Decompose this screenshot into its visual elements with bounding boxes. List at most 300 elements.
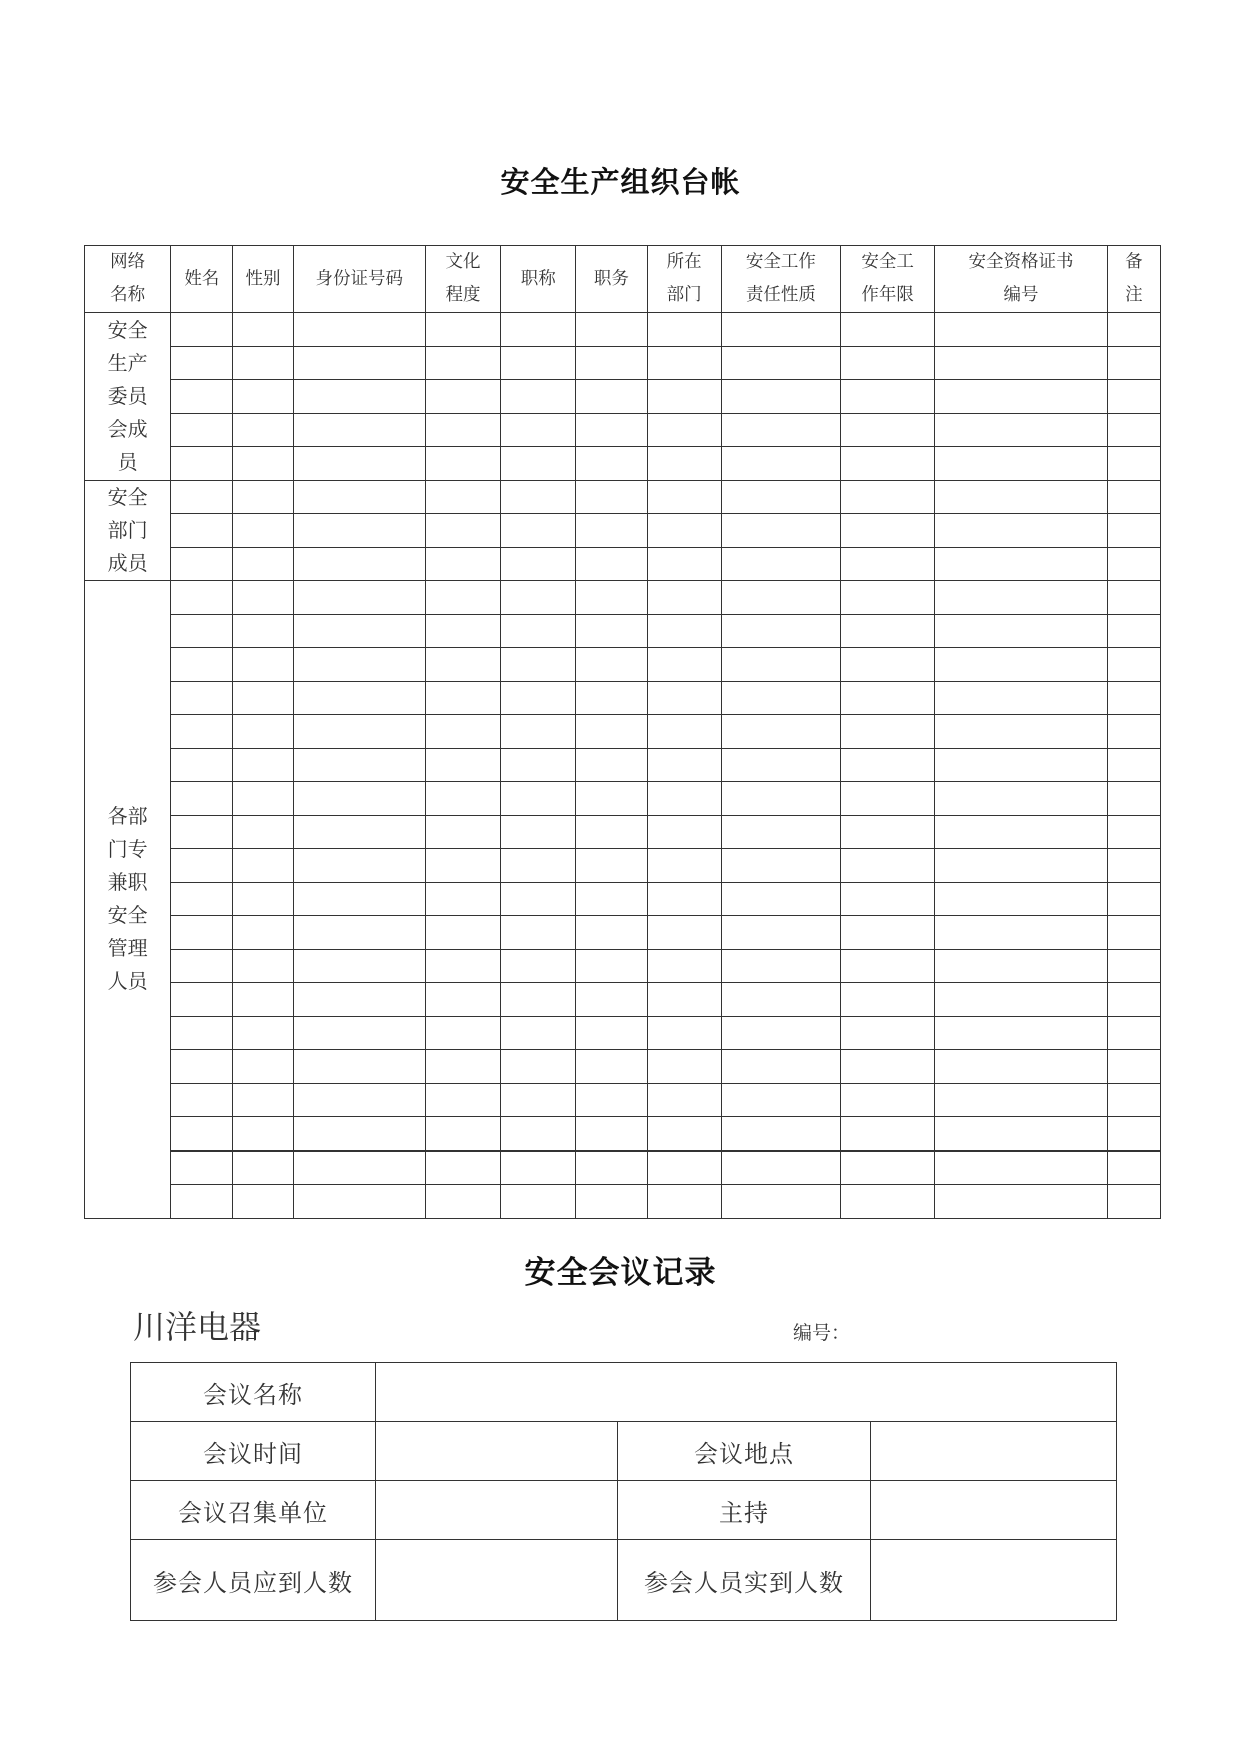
ledger-cell[interactable] bbox=[425, 547, 500, 581]
ledger-cell[interactable] bbox=[293, 514, 425, 548]
ledger-cell[interactable] bbox=[721, 614, 840, 648]
ledger-cell[interactable] bbox=[425, 1185, 500, 1219]
ledger-cell[interactable] bbox=[841, 413, 935, 447]
ledger-cell[interactable] bbox=[501, 480, 576, 514]
ledger-cell[interactable] bbox=[721, 346, 840, 380]
ledger-cell[interactable] bbox=[721, 480, 840, 514]
ledger-cell[interactable] bbox=[647, 1185, 721, 1219]
ledger-cell[interactable] bbox=[171, 514, 233, 548]
ledger-cell[interactable] bbox=[721, 748, 840, 782]
ledger-cell[interactable] bbox=[171, 547, 233, 581]
ledger-cell[interactable] bbox=[425, 1117, 500, 1151]
ledger-cell[interactable] bbox=[501, 514, 576, 548]
ledger-cell[interactable] bbox=[576, 380, 647, 414]
ledger-cell[interactable] bbox=[721, 1117, 840, 1151]
ledger-cell[interactable] bbox=[647, 715, 721, 749]
ledger-cell[interactable] bbox=[233, 916, 293, 950]
ledger-cell[interactable] bbox=[501, 1151, 576, 1185]
ledger-cell[interactable] bbox=[647, 648, 721, 682]
ledger-cell[interactable] bbox=[721, 447, 840, 481]
ledger-cell[interactable] bbox=[501, 648, 576, 682]
ledger-cell[interactable] bbox=[647, 983, 721, 1017]
ledger-cell[interactable] bbox=[1107, 514, 1160, 548]
ledger-cell[interactable] bbox=[841, 1151, 935, 1185]
ledger-cell[interactable] bbox=[647, 380, 721, 414]
ledger-cell[interactable] bbox=[1107, 447, 1160, 481]
ledger-cell[interactable] bbox=[1107, 1185, 1160, 1219]
ledger-cell[interactable] bbox=[425, 480, 500, 514]
ledger-cell[interactable] bbox=[171, 581, 233, 615]
ledger-cell[interactable] bbox=[293, 949, 425, 983]
ledger-cell[interactable] bbox=[171, 447, 233, 481]
ledger-cell[interactable] bbox=[721, 715, 840, 749]
ledger-cell[interactable] bbox=[935, 983, 1107, 1017]
ledger-cell[interactable] bbox=[841, 346, 935, 380]
ledger-cell[interactable] bbox=[576, 782, 647, 816]
ledger-cell[interactable] bbox=[233, 1016, 293, 1050]
ledger-cell[interactable] bbox=[233, 782, 293, 816]
ledger-cell[interactable] bbox=[1107, 849, 1160, 883]
ledger-cell[interactable] bbox=[841, 614, 935, 648]
ledger-cell[interactable] bbox=[293, 916, 425, 950]
ledger-cell[interactable] bbox=[501, 681, 576, 715]
ledger-cell[interactable] bbox=[841, 748, 935, 782]
ledger-cell[interactable] bbox=[935, 547, 1107, 581]
ledger-cell[interactable] bbox=[501, 547, 576, 581]
ledger-cell[interactable] bbox=[576, 413, 647, 447]
ledger-cell[interactable] bbox=[647, 313, 721, 347]
ledger-cell[interactable] bbox=[576, 1016, 647, 1050]
ledger-cell[interactable] bbox=[233, 547, 293, 581]
ledger-cell[interactable] bbox=[647, 681, 721, 715]
ledger-cell[interactable] bbox=[647, 815, 721, 849]
ledger-cell[interactable] bbox=[576, 916, 647, 950]
ledger-cell[interactable] bbox=[171, 815, 233, 849]
ledger-cell[interactable] bbox=[1107, 380, 1160, 414]
ledger-cell[interactable] bbox=[841, 882, 935, 916]
ledger-cell[interactable] bbox=[293, 882, 425, 916]
ledger-cell[interactable] bbox=[425, 949, 500, 983]
meeting-place-field[interactable] bbox=[871, 1422, 1117, 1481]
ledger-cell[interactable] bbox=[425, 748, 500, 782]
ledger-cell[interactable] bbox=[576, 882, 647, 916]
ledger-cell[interactable] bbox=[935, 1117, 1107, 1151]
ledger-cell[interactable] bbox=[576, 648, 647, 682]
ledger-cell[interactable] bbox=[647, 1050, 721, 1084]
ledger-cell[interactable] bbox=[935, 413, 1107, 447]
ledger-cell[interactable] bbox=[425, 614, 500, 648]
ledger-cell[interactable] bbox=[233, 1151, 293, 1185]
ledger-cell[interactable] bbox=[425, 447, 500, 481]
ledger-cell[interactable] bbox=[171, 648, 233, 682]
ledger-cell[interactable] bbox=[935, 380, 1107, 414]
host-field[interactable] bbox=[871, 1481, 1117, 1540]
ledger-cell[interactable] bbox=[647, 614, 721, 648]
ledger-cell[interactable] bbox=[233, 346, 293, 380]
ledger-cell[interactable] bbox=[935, 782, 1107, 816]
ledger-cell[interactable] bbox=[935, 748, 1107, 782]
ledger-cell[interactable] bbox=[576, 614, 647, 648]
ledger-cell[interactable] bbox=[647, 849, 721, 883]
ledger-cell[interactable] bbox=[501, 983, 576, 1017]
ledger-cell[interactable] bbox=[425, 380, 500, 414]
ledger-cell[interactable] bbox=[647, 916, 721, 950]
ledger-cell[interactable] bbox=[171, 1117, 233, 1151]
ledger-cell[interactable] bbox=[293, 815, 425, 849]
ledger-cell[interactable] bbox=[171, 916, 233, 950]
ledger-cell[interactable] bbox=[425, 916, 500, 950]
ledger-cell[interactable] bbox=[576, 715, 647, 749]
ledger-cell[interactable] bbox=[233, 815, 293, 849]
ledger-cell[interactable] bbox=[576, 1050, 647, 1084]
ledger-cell[interactable] bbox=[233, 1185, 293, 1219]
ledger-cell[interactable] bbox=[233, 949, 293, 983]
ledger-cell[interactable] bbox=[935, 514, 1107, 548]
ledger-cell[interactable] bbox=[233, 983, 293, 1017]
ledger-cell[interactable] bbox=[1107, 782, 1160, 816]
ledger-cell[interactable] bbox=[935, 581, 1107, 615]
ledger-cell[interactable] bbox=[425, 681, 500, 715]
ledger-cell[interactable] bbox=[935, 1083, 1107, 1117]
ledger-cell[interactable] bbox=[576, 983, 647, 1017]
ledger-cell[interactable] bbox=[721, 413, 840, 447]
ledger-cell[interactable] bbox=[293, 1016, 425, 1050]
ledger-cell[interactable] bbox=[425, 413, 500, 447]
ledger-cell[interactable] bbox=[501, 782, 576, 816]
ledger-cell[interactable] bbox=[841, 815, 935, 849]
ledger-cell[interactable] bbox=[293, 1151, 425, 1185]
ledger-cell[interactable] bbox=[647, 447, 721, 481]
ledger-cell[interactable] bbox=[501, 346, 576, 380]
ledger-cell[interactable] bbox=[841, 949, 935, 983]
ledger-cell[interactable] bbox=[233, 514, 293, 548]
ledger-cell[interactable] bbox=[576, 447, 647, 481]
ledger-cell[interactable] bbox=[293, 581, 425, 615]
ledger-cell[interactable] bbox=[576, 815, 647, 849]
ledger-cell[interactable] bbox=[171, 715, 233, 749]
ledger-cell[interactable] bbox=[171, 614, 233, 648]
ledger-cell[interactable] bbox=[501, 715, 576, 749]
ledger-cell[interactable] bbox=[1107, 648, 1160, 682]
ledger-cell[interactable] bbox=[501, 1016, 576, 1050]
ledger-cell[interactable] bbox=[293, 1083, 425, 1117]
ledger-cell[interactable] bbox=[233, 480, 293, 514]
ledger-cell[interactable] bbox=[501, 815, 576, 849]
ledger-cell[interactable] bbox=[501, 313, 576, 347]
ledger-cell[interactable] bbox=[576, 949, 647, 983]
ledger-cell[interactable] bbox=[1107, 681, 1160, 715]
ledger-cell[interactable] bbox=[721, 882, 840, 916]
ledger-cell[interactable] bbox=[501, 1117, 576, 1151]
ledger-cell[interactable] bbox=[647, 1151, 721, 1185]
ledger-cell[interactable] bbox=[425, 882, 500, 916]
ledger-cell[interactable] bbox=[425, 581, 500, 615]
ledger-cell[interactable] bbox=[721, 782, 840, 816]
ledger-cell[interactable] bbox=[841, 1016, 935, 1050]
ledger-cell[interactable] bbox=[293, 715, 425, 749]
ledger-cell[interactable] bbox=[293, 346, 425, 380]
ledger-cell[interactable] bbox=[171, 1016, 233, 1050]
ledger-cell[interactable] bbox=[647, 514, 721, 548]
ledger-cell[interactable] bbox=[1107, 949, 1160, 983]
ledger-cell[interactable] bbox=[425, 1083, 500, 1117]
ledger-cell[interactable] bbox=[721, 648, 840, 682]
ledger-cell[interactable] bbox=[935, 447, 1107, 481]
ledger-cell[interactable] bbox=[171, 748, 233, 782]
ledger-cell[interactable] bbox=[233, 715, 293, 749]
ledger-cell[interactable] bbox=[721, 1151, 840, 1185]
ledger-cell[interactable] bbox=[841, 681, 935, 715]
ledger-cell[interactable] bbox=[576, 480, 647, 514]
ledger-cell[interactable] bbox=[841, 514, 935, 548]
ledger-cell[interactable] bbox=[935, 1151, 1107, 1185]
ledger-cell[interactable] bbox=[841, 380, 935, 414]
ledger-cell[interactable] bbox=[841, 1185, 935, 1219]
ledger-cell[interactable] bbox=[576, 1151, 647, 1185]
ledger-cell[interactable] bbox=[841, 715, 935, 749]
ledger-cell[interactable] bbox=[425, 1050, 500, 1084]
ledger-cell[interactable] bbox=[1107, 413, 1160, 447]
ledger-cell[interactable] bbox=[721, 849, 840, 883]
ledger-cell[interactable] bbox=[721, 313, 840, 347]
ledger-cell[interactable] bbox=[171, 949, 233, 983]
ledger-cell[interactable] bbox=[171, 480, 233, 514]
ledger-cell[interactable] bbox=[1107, 815, 1160, 849]
ledger-cell[interactable] bbox=[647, 1083, 721, 1117]
ledger-cell[interactable] bbox=[1107, 882, 1160, 916]
ledger-cell[interactable] bbox=[935, 1050, 1107, 1084]
ledger-cell[interactable] bbox=[425, 648, 500, 682]
ledger-cell[interactable] bbox=[721, 514, 840, 548]
ledger-cell[interactable] bbox=[293, 614, 425, 648]
actual-attendance-field[interactable] bbox=[871, 1540, 1117, 1621]
ledger-cell[interactable] bbox=[171, 1050, 233, 1084]
ledger-cell[interactable] bbox=[293, 782, 425, 816]
ledger-cell[interactable] bbox=[721, 1185, 840, 1219]
ledger-cell[interactable] bbox=[576, 313, 647, 347]
ledger-cell[interactable] bbox=[293, 849, 425, 883]
ledger-cell[interactable] bbox=[721, 949, 840, 983]
ledger-cell[interactable] bbox=[171, 849, 233, 883]
ledger-cell[interactable] bbox=[233, 313, 293, 347]
ledger-cell[interactable] bbox=[171, 983, 233, 1017]
ledger-cell[interactable] bbox=[576, 748, 647, 782]
ledger-cell[interactable] bbox=[425, 782, 500, 816]
ledger-cell[interactable] bbox=[576, 514, 647, 548]
ledger-cell[interactable] bbox=[935, 614, 1107, 648]
ledger-cell[interactable] bbox=[233, 1117, 293, 1151]
ledger-cell[interactable] bbox=[501, 447, 576, 481]
ledger-cell[interactable] bbox=[841, 1083, 935, 1117]
ledger-cell[interactable] bbox=[721, 380, 840, 414]
ledger-cell[interactable] bbox=[501, 413, 576, 447]
ledger-cell[interactable] bbox=[721, 916, 840, 950]
ledger-cell[interactable] bbox=[576, 849, 647, 883]
ledger-cell[interactable] bbox=[935, 949, 1107, 983]
ledger-cell[interactable] bbox=[171, 882, 233, 916]
ledger-cell[interactable] bbox=[935, 882, 1107, 916]
ledger-cell[interactable] bbox=[841, 447, 935, 481]
ledger-cell[interactable] bbox=[171, 782, 233, 816]
ledger-cell[interactable] bbox=[841, 849, 935, 883]
ledger-cell[interactable] bbox=[576, 346, 647, 380]
ledger-cell[interactable] bbox=[293, 1185, 425, 1219]
ledger-cell[interactable] bbox=[721, 983, 840, 1017]
ledger-cell[interactable] bbox=[501, 916, 576, 950]
ledger-cell[interactable] bbox=[293, 547, 425, 581]
ledger-cell[interactable] bbox=[293, 447, 425, 481]
ledger-cell[interactable] bbox=[1107, 480, 1160, 514]
ledger-cell[interactable] bbox=[721, 581, 840, 615]
ledger-cell[interactable] bbox=[293, 1050, 425, 1084]
ledger-cell[interactable] bbox=[1107, 547, 1160, 581]
ledger-cell[interactable] bbox=[293, 380, 425, 414]
ledger-cell[interactable] bbox=[233, 581, 293, 615]
ledger-cell[interactable] bbox=[233, 681, 293, 715]
ledger-cell[interactable] bbox=[647, 547, 721, 581]
ledger-cell[interactable] bbox=[171, 380, 233, 414]
ledger-cell[interactable] bbox=[576, 1117, 647, 1151]
ledger-cell[interactable] bbox=[501, 1083, 576, 1117]
ledger-cell[interactable] bbox=[647, 748, 721, 782]
ledger-cell[interactable] bbox=[1107, 346, 1160, 380]
ledger-cell[interactable] bbox=[233, 447, 293, 481]
ledger-cell[interactable] bbox=[501, 1185, 576, 1219]
ledger-cell[interactable] bbox=[293, 648, 425, 682]
ledger-cell[interactable] bbox=[1107, 1151, 1160, 1185]
ledger-cell[interactable] bbox=[1107, 748, 1160, 782]
ledger-cell[interactable] bbox=[935, 916, 1107, 950]
ledger-cell[interactable] bbox=[233, 1050, 293, 1084]
ledger-cell[interactable] bbox=[841, 782, 935, 816]
ledger-cell[interactable] bbox=[501, 1050, 576, 1084]
ledger-cell[interactable] bbox=[841, 1117, 935, 1151]
ledger-cell[interactable] bbox=[233, 1083, 293, 1117]
ledger-cell[interactable] bbox=[501, 614, 576, 648]
ledger-cell[interactable] bbox=[721, 547, 840, 581]
ledger-cell[interactable] bbox=[233, 380, 293, 414]
ledger-cell[interactable] bbox=[1107, 614, 1160, 648]
ledger-cell[interactable] bbox=[935, 849, 1107, 883]
ledger-cell[interactable] bbox=[1107, 916, 1160, 950]
ledger-cell[interactable] bbox=[1107, 581, 1160, 615]
ledger-cell[interactable] bbox=[721, 1083, 840, 1117]
ledger-cell[interactable] bbox=[841, 916, 935, 950]
meeting-time-field[interactable] bbox=[376, 1422, 618, 1481]
meeting-name-field[interactable] bbox=[376, 1363, 1117, 1422]
ledger-cell[interactable] bbox=[647, 480, 721, 514]
ledger-cell[interactable] bbox=[935, 346, 1107, 380]
ledger-cell[interactable] bbox=[647, 782, 721, 816]
ledger-cell[interactable] bbox=[841, 313, 935, 347]
ledger-cell[interactable] bbox=[233, 413, 293, 447]
ledger-cell[interactable] bbox=[293, 1117, 425, 1151]
ledger-cell[interactable] bbox=[233, 748, 293, 782]
ledger-cell[interactable] bbox=[501, 581, 576, 615]
ledger-cell[interactable] bbox=[647, 346, 721, 380]
ledger-cell[interactable] bbox=[576, 1185, 647, 1219]
ledger-cell[interactable] bbox=[425, 514, 500, 548]
ledger-cell[interactable] bbox=[647, 882, 721, 916]
ledger-cell[interactable] bbox=[233, 849, 293, 883]
ledger-cell[interactable] bbox=[1107, 313, 1160, 347]
ledger-cell[interactable] bbox=[171, 1151, 233, 1185]
ledger-cell[interactable] bbox=[293, 748, 425, 782]
ledger-cell[interactable] bbox=[501, 380, 576, 414]
ledger-cell[interactable] bbox=[576, 581, 647, 615]
ledger-cell[interactable] bbox=[647, 949, 721, 983]
ledger-cell[interactable] bbox=[841, 480, 935, 514]
ledger-cell[interactable] bbox=[841, 983, 935, 1017]
convener-field[interactable] bbox=[376, 1481, 618, 1540]
ledger-cell[interactable] bbox=[293, 313, 425, 347]
ledger-cell[interactable] bbox=[721, 681, 840, 715]
ledger-cell[interactable] bbox=[293, 983, 425, 1017]
ledger-cell[interactable] bbox=[233, 614, 293, 648]
ledger-cell[interactable] bbox=[647, 413, 721, 447]
ledger-cell[interactable] bbox=[647, 1117, 721, 1151]
ledger-cell[interactable] bbox=[425, 715, 500, 749]
ledger-cell[interactable] bbox=[935, 681, 1107, 715]
ledger-cell[interactable] bbox=[171, 313, 233, 347]
ledger-cell[interactable] bbox=[425, 1016, 500, 1050]
ledger-cell[interactable] bbox=[721, 1050, 840, 1084]
ledger-cell[interactable] bbox=[293, 681, 425, 715]
ledger-cell[interactable] bbox=[1107, 1117, 1160, 1151]
ledger-cell[interactable] bbox=[425, 983, 500, 1017]
ledger-cell[interactable] bbox=[576, 681, 647, 715]
ledger-cell[interactable] bbox=[171, 1185, 233, 1219]
ledger-cell[interactable] bbox=[233, 882, 293, 916]
ledger-cell[interactable] bbox=[1107, 1016, 1160, 1050]
ledger-cell[interactable] bbox=[1107, 1083, 1160, 1117]
ledger-cell[interactable] bbox=[935, 1016, 1107, 1050]
ledger-cell[interactable] bbox=[841, 547, 935, 581]
ledger-cell[interactable] bbox=[647, 1016, 721, 1050]
ledger-cell[interactable] bbox=[935, 313, 1107, 347]
expected-attendance-field[interactable] bbox=[376, 1540, 618, 1621]
ledger-cell[interactable] bbox=[171, 681, 233, 715]
ledger-cell[interactable] bbox=[425, 346, 500, 380]
ledger-cell[interactable] bbox=[425, 1151, 500, 1185]
ledger-cell[interactable] bbox=[935, 480, 1107, 514]
ledger-cell[interactable] bbox=[425, 849, 500, 883]
ledger-cell[interactable] bbox=[576, 547, 647, 581]
ledger-cell[interactable] bbox=[841, 648, 935, 682]
ledger-cell[interactable] bbox=[1107, 1050, 1160, 1084]
ledger-cell[interactable] bbox=[293, 413, 425, 447]
ledger-cell[interactable] bbox=[425, 313, 500, 347]
ledger-cell[interactable] bbox=[935, 1185, 1107, 1219]
ledger-cell[interactable] bbox=[721, 1016, 840, 1050]
ledger-cell[interactable] bbox=[171, 1083, 233, 1117]
ledger-cell[interactable] bbox=[935, 715, 1107, 749]
ledger-cell[interactable] bbox=[501, 849, 576, 883]
ledger-cell[interactable] bbox=[501, 949, 576, 983]
ledger-cell[interactable] bbox=[721, 815, 840, 849]
ledger-cell[interactable] bbox=[1107, 715, 1160, 749]
ledger-cell[interactable] bbox=[171, 413, 233, 447]
ledger-cell[interactable] bbox=[576, 1083, 647, 1117]
ledger-cell[interactable] bbox=[171, 346, 233, 380]
ledger-cell[interactable] bbox=[293, 480, 425, 514]
ledger-cell[interactable] bbox=[935, 648, 1107, 682]
ledger-cell[interactable] bbox=[841, 581, 935, 615]
ledger-cell[interactable] bbox=[935, 815, 1107, 849]
ledger-cell[interactable] bbox=[841, 1050, 935, 1084]
ledger-cell[interactable] bbox=[233, 648, 293, 682]
ledger-cell[interactable] bbox=[425, 815, 500, 849]
